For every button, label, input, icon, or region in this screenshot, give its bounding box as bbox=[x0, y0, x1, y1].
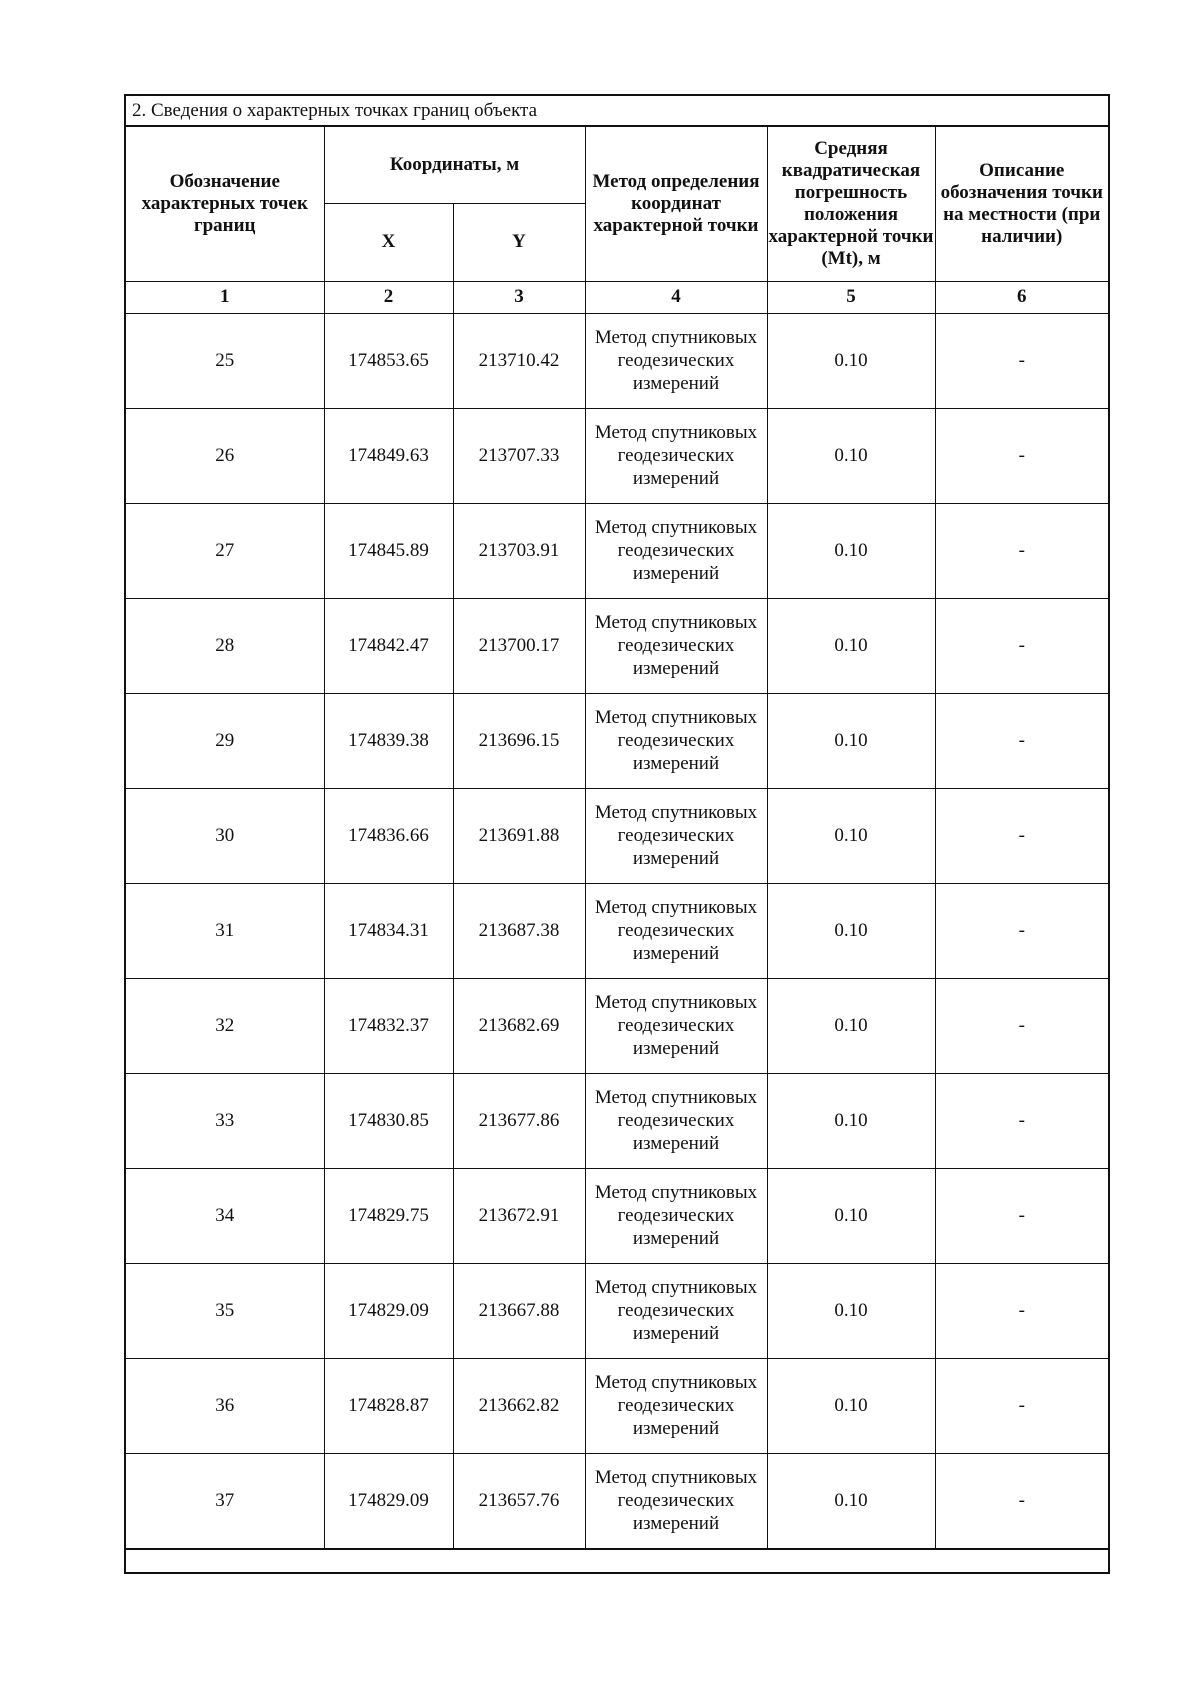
error-cell: 0.10 bbox=[767, 978, 935, 1073]
coordinate-y-cell: 213677.86 bbox=[453, 1073, 585, 1168]
point-number-cell: 25 bbox=[126, 313, 324, 408]
header-x: X bbox=[324, 203, 453, 281]
coordinate-y-cell: 213687.38 bbox=[453, 883, 585, 978]
error-cell: 0.10 bbox=[767, 883, 935, 978]
header-error: Средняя квадратическая погрешность положения характерной точки (Mt), м bbox=[767, 127, 935, 281]
point-number-cell: 30 bbox=[126, 788, 324, 883]
table-row bbox=[126, 313, 1108, 408]
coordinate-y-cell: 213707.33 bbox=[453, 408, 585, 503]
column-number: 1 bbox=[126, 281, 324, 313]
description-cell: - bbox=[935, 1453, 1108, 1548]
coordinate-y-cell: 213672.91 bbox=[453, 1168, 585, 1263]
column-number: 5 bbox=[767, 281, 935, 313]
table-row bbox=[126, 1073, 1108, 1168]
method-cell: Метод спутниковых геодезических измерений bbox=[585, 1358, 767, 1453]
point-number-cell: 33 bbox=[126, 1073, 324, 1168]
table-row bbox=[126, 1168, 1108, 1263]
error-cell: 0.10 bbox=[767, 313, 935, 408]
coordinate-x-cell: 174829.09 bbox=[324, 1263, 453, 1358]
column-number: 2 bbox=[324, 281, 453, 313]
table-bottom-strip bbox=[126, 1549, 1108, 1563]
table-row bbox=[126, 598, 1108, 693]
point-number-cell: 29 bbox=[126, 693, 324, 788]
coordinate-x-cell: 174842.47 bbox=[324, 598, 453, 693]
coordinate-x-cell: 174834.31 bbox=[324, 883, 453, 978]
header-y: Y bbox=[453, 203, 585, 281]
document-page bbox=[124, 94, 1110, 1574]
point-number-cell: 35 bbox=[126, 1263, 324, 1358]
method-cell: Метод спутниковых геодезических измерений bbox=[585, 408, 767, 503]
table-row bbox=[126, 978, 1108, 1073]
coordinate-x-cell: 174849.63 bbox=[324, 408, 453, 503]
description-cell: - bbox=[935, 313, 1108, 408]
error-cell: 0.10 bbox=[767, 408, 935, 503]
error-cell: 0.10 bbox=[767, 788, 935, 883]
method-cell: Метод спутниковых геодезических измерений bbox=[585, 1453, 767, 1548]
point-number-cell: 34 bbox=[126, 1168, 324, 1263]
table-row bbox=[126, 1263, 1108, 1358]
coordinate-y-cell: 213682.69 bbox=[453, 978, 585, 1073]
method-cell: Метод спутниковых геодезических измерений bbox=[585, 693, 767, 788]
table-body bbox=[126, 313, 1108, 1548]
coordinate-y-cell: 213710.42 bbox=[453, 313, 585, 408]
column-number: 6 bbox=[935, 281, 1108, 313]
coordinate-x-cell: 174836.66 bbox=[324, 788, 453, 883]
error-cell: 0.10 bbox=[767, 1168, 935, 1263]
error-cell: 0.10 bbox=[767, 1073, 935, 1168]
description-cell: - bbox=[935, 788, 1108, 883]
table-row bbox=[126, 503, 1108, 598]
error-cell: 0.10 bbox=[767, 1453, 935, 1548]
point-number-cell: 31 bbox=[126, 883, 324, 978]
description-cell: - bbox=[935, 408, 1108, 503]
description-cell: - bbox=[935, 1168, 1108, 1263]
coordinate-x-cell: 174830.85 bbox=[324, 1073, 453, 1168]
error-cell: 0.10 bbox=[767, 693, 935, 788]
coordinate-x-cell: 174832.37 bbox=[324, 978, 453, 1073]
coordinate-y-cell: 213700.17 bbox=[453, 598, 585, 693]
header-description: Описание обозначения точки на местности (при наличии) bbox=[935, 127, 1108, 281]
error-cell: 0.10 bbox=[767, 598, 935, 693]
error-cell: 0.10 bbox=[767, 1358, 935, 1453]
description-cell: - bbox=[935, 883, 1108, 978]
coordinate-x-cell: 174853.65 bbox=[324, 313, 453, 408]
description-cell: - bbox=[935, 598, 1108, 693]
point-number-cell: 28 bbox=[126, 598, 324, 693]
description-cell: - bbox=[935, 1263, 1108, 1358]
method-cell: Метод спутниковых геодезических измерений bbox=[585, 883, 767, 978]
column-number: 3 bbox=[453, 281, 585, 313]
error-cell: 0.10 bbox=[767, 503, 935, 598]
table-row bbox=[126, 693, 1108, 788]
coordinate-x-cell: 174845.89 bbox=[324, 503, 453, 598]
table-row bbox=[126, 1358, 1108, 1453]
method-cell: Метод спутниковых геодезических измерений bbox=[585, 1263, 767, 1358]
coordinate-y-cell: 213696.15 bbox=[453, 693, 585, 788]
point-number-cell: 32 bbox=[126, 978, 324, 1073]
method-cell: Метод спутниковых геодезических измерений bbox=[585, 1168, 767, 1263]
coordinate-x-cell: 174829.75 bbox=[324, 1168, 453, 1263]
table-row bbox=[126, 883, 1108, 978]
table-row bbox=[126, 1453, 1108, 1548]
header-method: Метод определения координат характерной точки bbox=[585, 127, 767, 281]
description-cell: - bbox=[935, 693, 1108, 788]
coordinate-y-cell: 213667.88 bbox=[453, 1263, 585, 1358]
method-cell: Метод спутниковых геодезических измерений bbox=[585, 1073, 767, 1168]
coordinate-x-cell: 174839.38 bbox=[324, 693, 453, 788]
description-cell: - bbox=[935, 1358, 1108, 1453]
method-cell: Метод спутниковых геодезических измерений bbox=[585, 978, 767, 1073]
method-cell: Метод спутниковых геодезических измерений bbox=[585, 788, 767, 883]
description-cell: - bbox=[935, 1073, 1108, 1168]
method-cell: Метод спутниковых геодезических измерений bbox=[585, 313, 767, 408]
boundary-points-table bbox=[126, 127, 1108, 1549]
coordinate-y-cell: 213703.91 bbox=[453, 503, 585, 598]
point-number-cell: 36 bbox=[126, 1358, 324, 1453]
header-coordinates: Координаты, м bbox=[324, 127, 585, 203]
description-cell: - bbox=[935, 503, 1108, 598]
section-title: 2. Сведения о характерных точках границ объекта bbox=[126, 96, 1108, 127]
method-cell: Метод спутниковых геодезических измерений bbox=[585, 503, 767, 598]
coordinate-y-cell: 213662.82 bbox=[453, 1358, 585, 1453]
point-number-cell: 37 bbox=[126, 1453, 324, 1548]
column-number: 4 bbox=[585, 281, 767, 313]
table-row bbox=[126, 788, 1108, 883]
header-designation: Обозначение характерных точек границ bbox=[126, 127, 324, 281]
table-row bbox=[126, 408, 1108, 503]
method-cell: Метод спутниковых геодезических измерений bbox=[585, 598, 767, 693]
coordinate-y-cell: 213691.88 bbox=[453, 788, 585, 883]
description-cell: - bbox=[935, 978, 1108, 1073]
point-number-cell: 27 bbox=[126, 503, 324, 598]
point-number-cell: 26 bbox=[126, 408, 324, 503]
coordinate-x-cell: 174828.87 bbox=[324, 1358, 453, 1453]
error-cell: 0.10 bbox=[767, 1263, 935, 1358]
coordinate-x-cell: 174829.09 bbox=[324, 1453, 453, 1548]
coordinate-y-cell: 213657.76 bbox=[453, 1453, 585, 1548]
